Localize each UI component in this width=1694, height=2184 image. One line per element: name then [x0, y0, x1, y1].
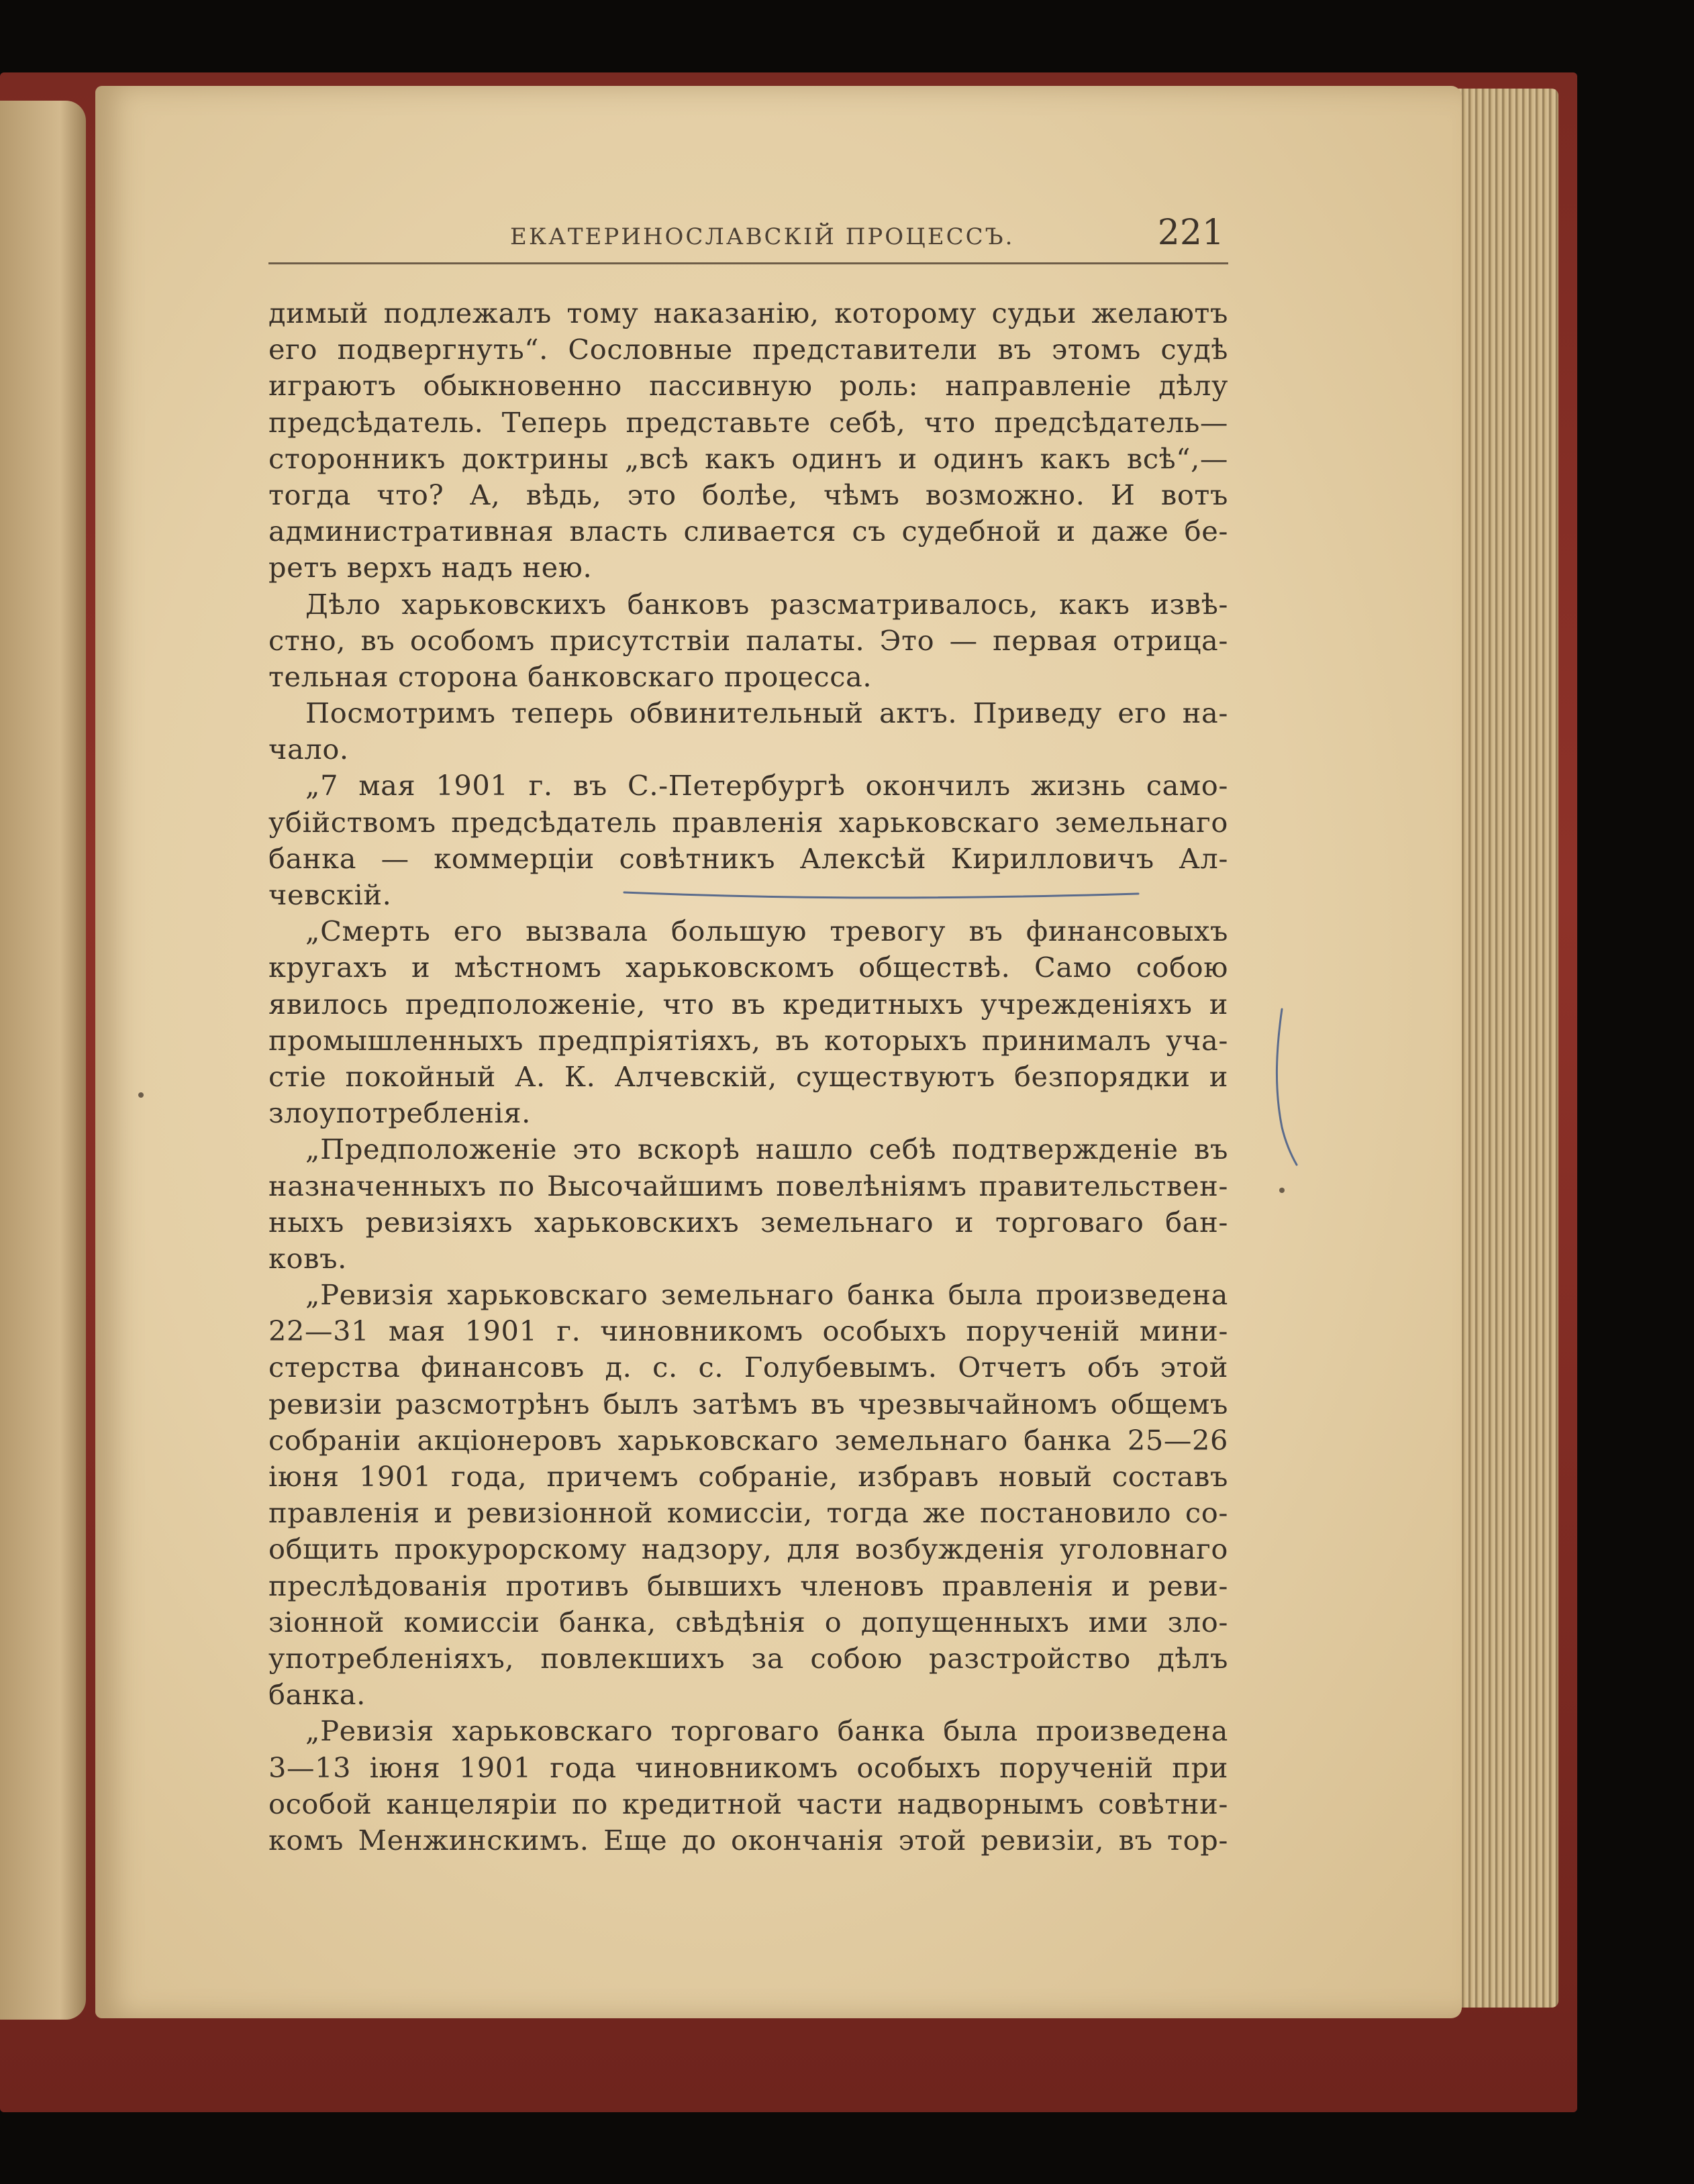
text-line: убійствомъ предсѣдатель правленія харьковскаго земельнаго: [268, 805, 1228, 839]
text-line: общить прокурорскому надзору, для возбужденія уголовнаго: [268, 1532, 1228, 1566]
pen-margin-mark: [1262, 1006, 1302, 1167]
text-line: Посмотримъ теперь обвинительный актъ. Приведу его на-: [305, 696, 1228, 730]
text-line: банка — коммерціи совѣтникъ Алексѣй Кирилловичъ Ал-: [268, 841, 1228, 875]
text-line: назначенныхъ по Высочайшимъ повелѣніямъ правительствен-: [268, 1169, 1228, 1202]
text-line: стіе покойный А. К. Алчевскій, существуютъ безпорядки и: [268, 1059, 1228, 1093]
margin-dot: [1279, 1188, 1285, 1193]
running-title: ЕКАТЕРИНОСЛАВСКІЙ ПРОЦЕССЪ.: [510, 223, 1015, 250]
left-page-edge: [0, 101, 86, 2020]
text-line: „Предположеніе это вскорѣ нашло себѣ подтвержденіе въ: [305, 1133, 1228, 1166]
text-line: ревизіи разсмотрѣнъ былъ затѣмъ въ чрезвычайномъ общемъ: [268, 1387, 1228, 1420]
text-line: чало.: [268, 733, 349, 766]
text-line: кругахъ и мѣстномъ харьковскомъ обществѣ. Само собою: [268, 951, 1228, 984]
margin-dot: [138, 1092, 144, 1098]
text-line: злоупотребленія.: [268, 1096, 531, 1130]
text-line: промышленныхъ предпріятіяхъ, въ которыхъ принималъ уча-: [268, 1023, 1228, 1057]
text-line: комъ Менжинскимъ. Еще до окончанія этой ревизіи, въ тор-: [268, 1823, 1228, 1857]
text-line: ныхъ ревизіяхъ харьковскихъ земельнаго и торговаго бан-: [268, 1205, 1228, 1239]
body-text: [268, 295, 1228, 1859]
text-line: Дѣло харьковскихъ банковъ разсматривалось, какъ извѣ-: [305, 587, 1228, 621]
text-line: димый подлежалъ тому наказанію, которому судьи желаютъ: [268, 297, 1228, 329]
text-line: ретъ верхъ надъ нею.: [268, 551, 593, 584]
text-line: предсѣдатель. Теперь представьте себѣ, что предсѣдатель—: [268, 405, 1228, 439]
text-line: сторонникъ доктрины „всѣ какъ одинъ и одинъ какъ всѣ“,—: [268, 441, 1228, 475]
text-line: играютъ обыкновенно пассивную роль: направленіе дѣлу: [268, 369, 1228, 403]
text-line: 22—31 мая 1901 г. чиновникомъ особыхъ порученій мини-: [268, 1314, 1228, 1348]
text-line: зіонной комиссіи банка, свѣдѣнія о допущенныхъ ими зло-: [268, 1605, 1228, 1639]
page-header: [268, 213, 1228, 264]
text-line: явилось предположеніе, что въ кредитныхъ учрежденіяхъ и: [268, 987, 1228, 1021]
text-line: іюня 1901 года, причемъ собраніе, избравъ новый составъ: [268, 1460, 1228, 1493]
text-line: тогда что? А, вѣдь, это болѣе, чѣмъ возможно. И вотъ: [268, 478, 1228, 511]
text-line: преслѣдованія противъ бывшихъ членовъ правленія и реви-: [268, 1569, 1228, 1602]
page-stack-edges: [1458, 89, 1558, 2008]
text-line: ковъ.: [268, 1241, 347, 1275]
text-line: тельная сторона банковскаго процесса.: [268, 660, 873, 693]
text-line: правленія и ревизіонной комиссіи, тогда же постановило со-: [268, 1496, 1228, 1530]
text-line: 3—13 іюня 1901 года чиновникомъ особыхъ порученій при: [268, 1751, 1228, 1784]
pen-underline-mark: [623, 878, 1140, 904]
text-line: административная власть сливается съ судебной и даже бе-: [268, 515, 1228, 548]
text-line: собраніи акціонеровъ харьковскаго земельнаго банка 25—26: [268, 1423, 1228, 1457]
page-number: 221: [1157, 213, 1224, 253]
text-line: банка.: [268, 1678, 366, 1712]
text-line: стерства финансовъ д. с. с. Голубевымъ. Отчетъ объ этой: [268, 1351, 1228, 1384]
text-line: „Ревизія харьковскаго торговаго банка была произведена: [305, 1714, 1228, 1748]
text-line: употребленіяхъ, повлекшихъ за собою разстройство дѣлъ: [268, 1641, 1228, 1675]
text-line: „Ревизія харьковскаго земельнаго банка была произведена: [305, 1278, 1228, 1312]
text-line: его подвергнуть“. Сословные представители въ этомъ судѣ: [268, 333, 1228, 366]
text-line: „7 мая 1901 г. въ С.-Петербургѣ окончилъ жизнь само-: [305, 769, 1228, 802]
text-line: „Смерть его вызвала большую тревогу въ финансовыхъ: [305, 915, 1228, 948]
text-line: особой канцеляріи по кредитной части надворнымъ совѣтни-: [268, 1787, 1228, 1820]
text-line: чевскій.: [268, 878, 392, 911]
text-line: стно, въ особомъ присутствіи палаты. Это — первая отрица-: [268, 623, 1228, 657]
